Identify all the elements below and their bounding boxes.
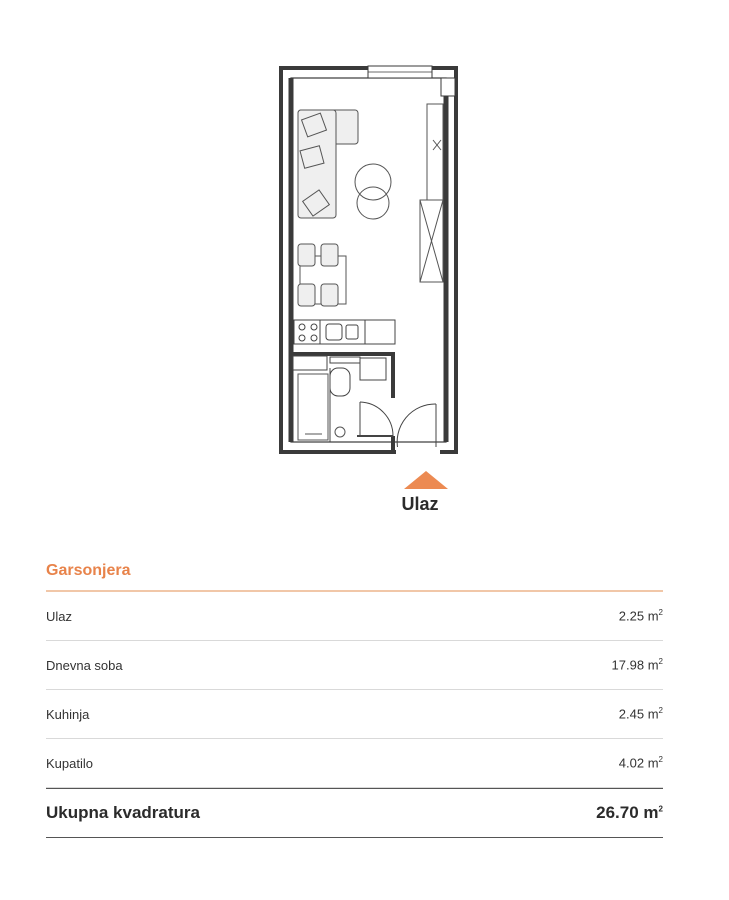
row-value: 2.45 $m^2$ xyxy=(618,706,663,722)
dining-set xyxy=(298,244,346,306)
area-table xyxy=(46,558,663,838)
sofa xyxy=(298,110,358,218)
row-value: 2.25 $m^2$ xyxy=(618,608,663,624)
row-label: Dnevna soba xyxy=(46,657,123,673)
row-label: Kuhinja xyxy=(46,706,90,722)
table-row xyxy=(46,641,663,690)
row-value: 4.02 $m^2$ xyxy=(618,755,663,771)
wardrobe xyxy=(420,104,443,282)
total-value: 26.70 $m^2$ xyxy=(596,803,663,822)
window-top xyxy=(368,66,432,78)
entrance-arrow xyxy=(404,471,448,489)
bathroom-counter xyxy=(293,356,386,442)
total-row xyxy=(46,788,663,838)
total-label: Ukupna kvadratura xyxy=(46,803,200,822)
kitchen-counter xyxy=(294,320,395,344)
bathroom-door xyxy=(357,402,393,436)
window-right xyxy=(441,78,455,96)
entrance-door xyxy=(397,404,436,452)
table-title: Garsonjera xyxy=(46,558,663,592)
row-label: Ulaz xyxy=(46,608,73,624)
table-row xyxy=(46,739,663,788)
entrance-gap xyxy=(396,447,440,455)
table-row xyxy=(46,690,663,739)
coffee-tables xyxy=(355,164,391,219)
entrance-label: Ulaz xyxy=(401,494,439,514)
row-value: 17.98 $m^2$ xyxy=(611,657,663,673)
table-row xyxy=(46,592,663,641)
row-label: Kupatilo xyxy=(46,755,93,771)
